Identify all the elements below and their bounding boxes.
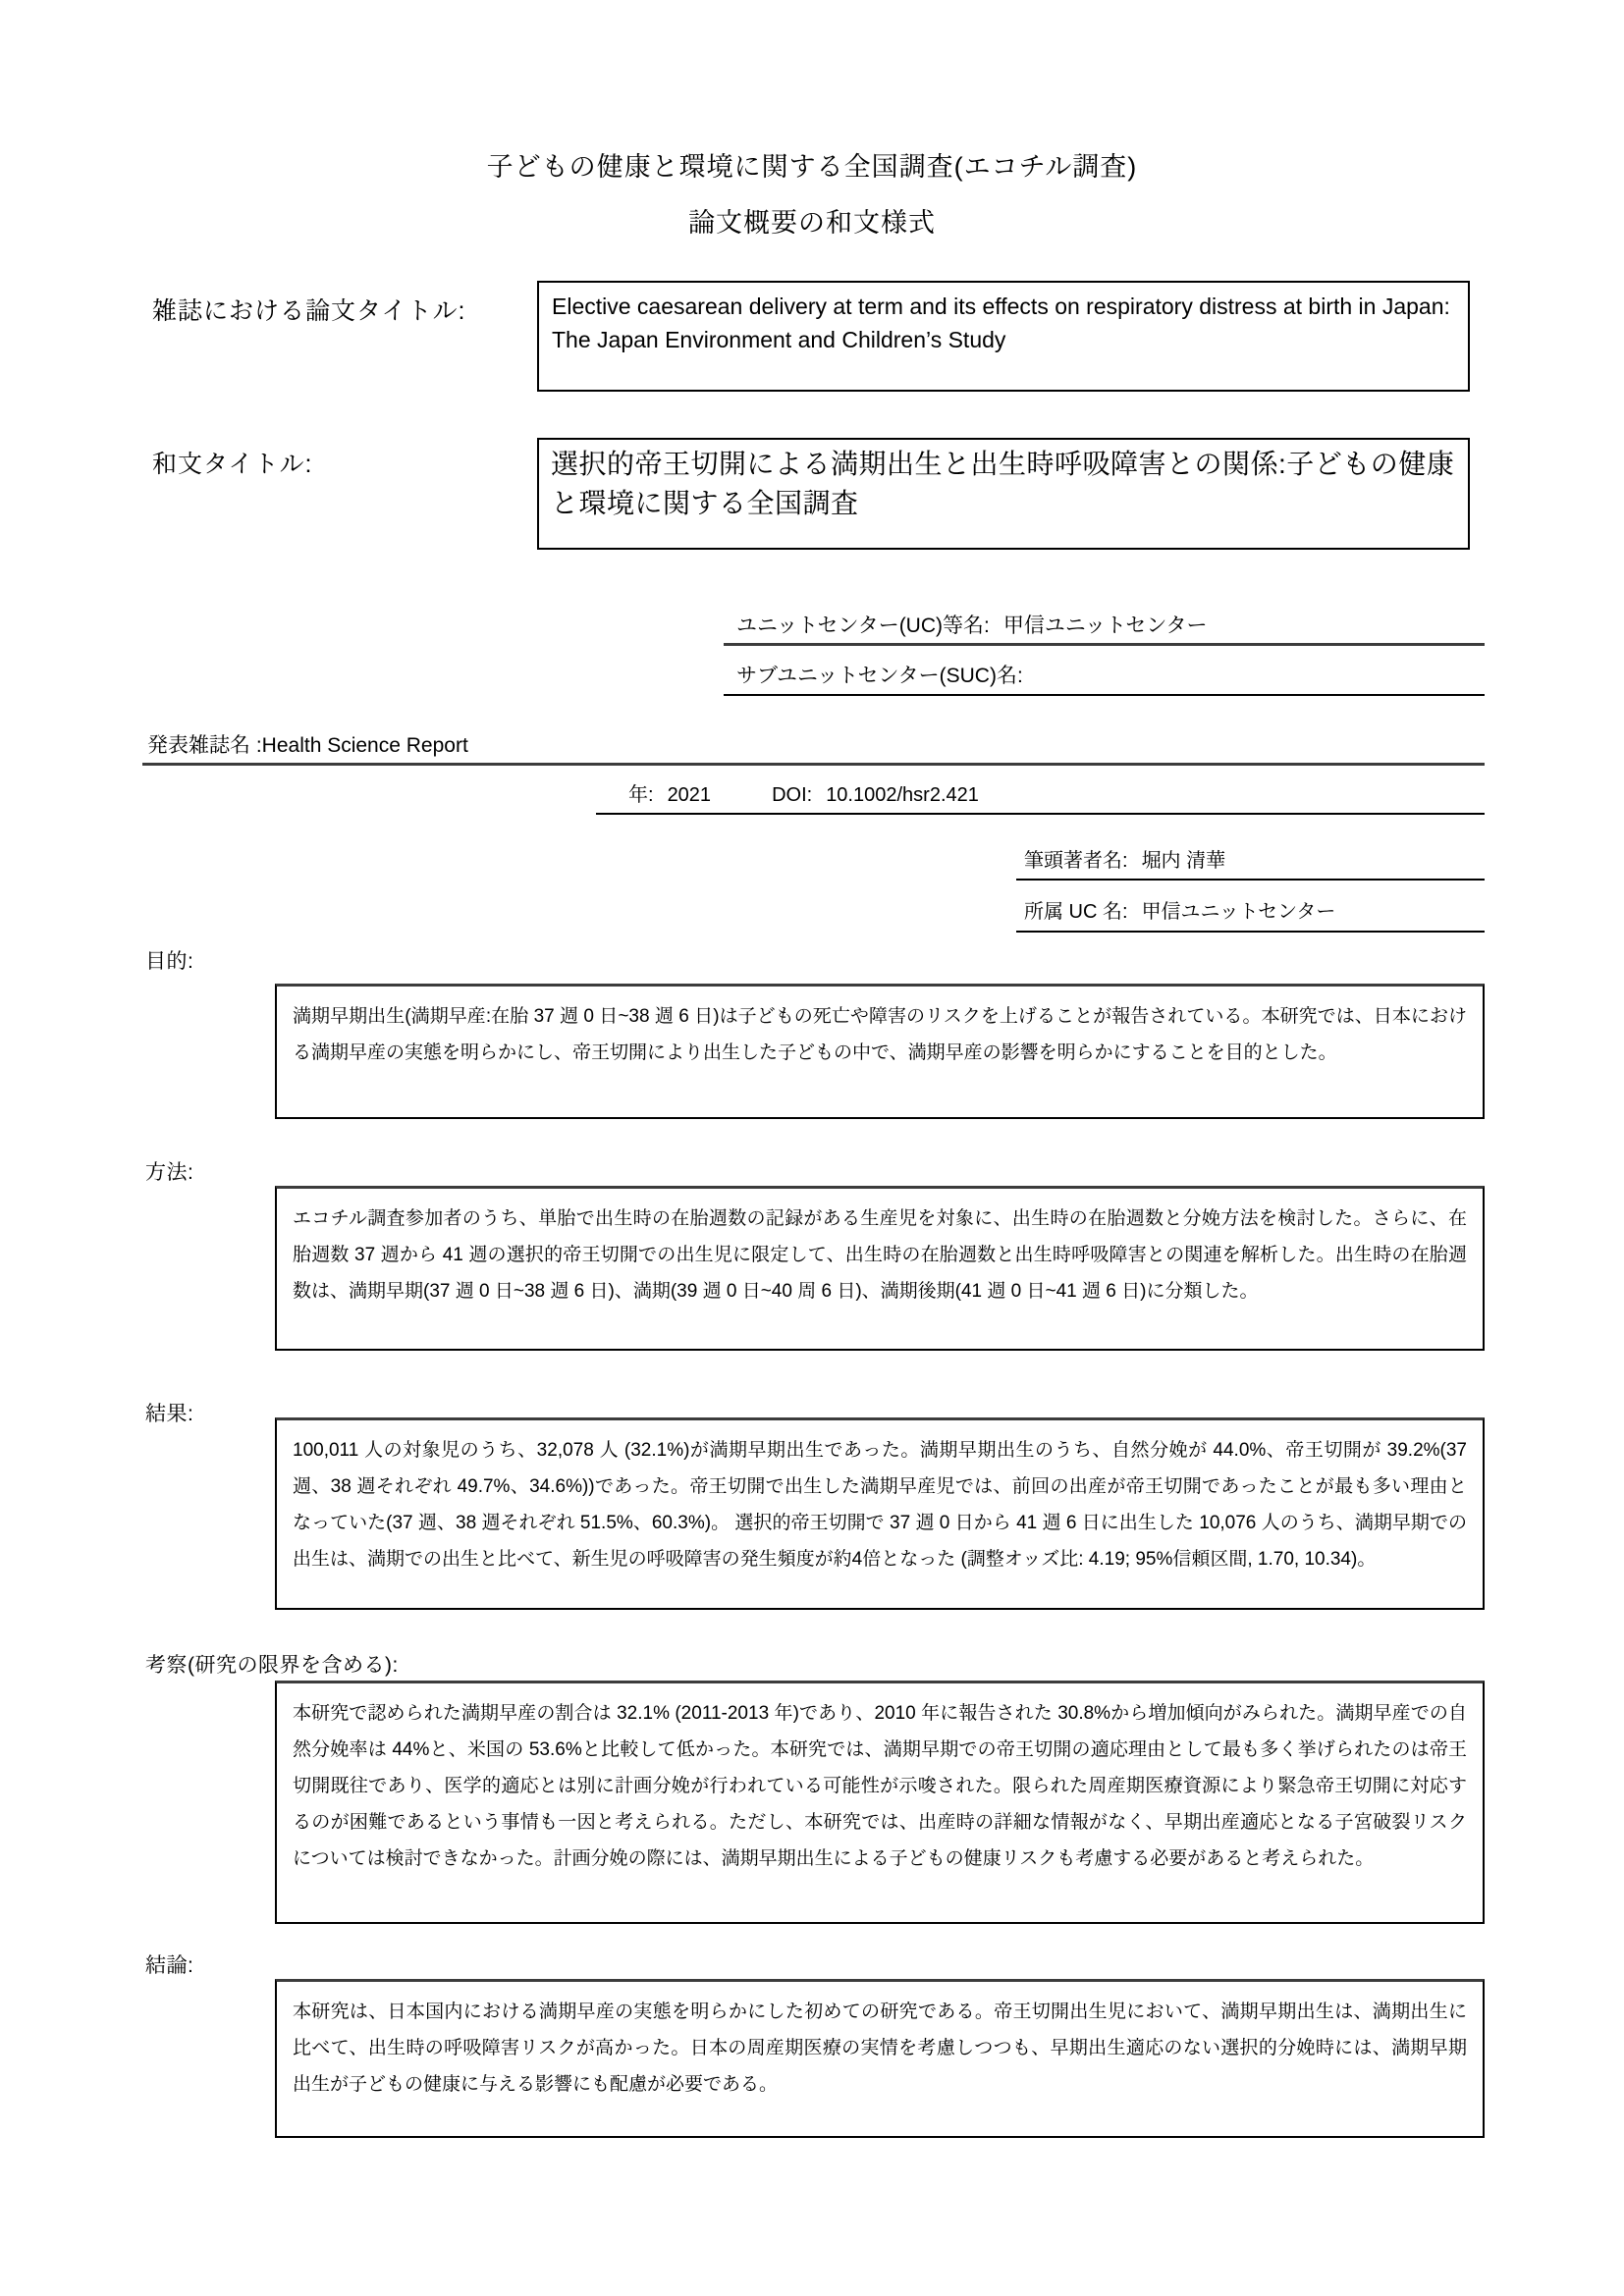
year-value: 2021 <box>667 784 712 806</box>
japanese-title-box <box>537 438 1470 550</box>
section-conclusion-box <box>275 1979 1485 2138</box>
doi-label: DOI: <box>772 784 813 806</box>
section-discussion-text: 本研究で認められた満期早産の割合は 32.1% (2011-2013 年)であり、2010 年に報告された 30.8%から増加傾向がみられた。満期早産での自然分娩率は 44%と、米国の 53.6%と比較して低かった。本研究では、満期早期での帝王切開の適応理由として最も多く挙げられたのは帝王切開既往であり、医学的適応とは別に計画分娩が行われている可能性が示唆された。限られた周産期医療資源により緊急帝王切開に対応するのが困難であるという事情も一因と考えられる。ただし、本研究では、出産時の詳細な情報がなく、早期出産適応となる子宮破裂リスクについては検討できなかった。計画分娩の際には、満期早期出生による子どもの健康リスクも考慮する必要があると考えられた。 <box>293 1703 1467 1869</box>
section-conclusion-text: 本研究は、日本国内における満期早産の実態を明らかにした初めての研究である。帝王切開出生児において、満期早期出生は、満期出生に比べて、出生時の呼吸障害リスクが高かった。日本の周産期医療の実情を考慮しつつも、早期出生適応のない選択的分娩時には、満期早期出生が子どもの健康に与える影響にも配慮が必要である。 <box>293 2002 1467 2095</box>
unit-center-row <box>724 609 1485 646</box>
section-purpose-text: 満期早期出生(満期早産:在胎 37 週 0 日~38 週 6 日)は子どもの死亡や障害のリスクを上げることが報告されている。本研究では、日本における満期早産の実態を明らかにし、帝王切開により出生した子どもの中で、満期早産の影響を明らかにすることを目的とした。 <box>293 1006 1467 1063</box>
section-result-box <box>275 1417 1485 1610</box>
page-title: 子どもの健康と環境に関する全国調査(エコチル調査) <box>486 152 1138 182</box>
subunit-center-label: サブユニットセンター(SUC)名: <box>736 665 1023 687</box>
first-author-label: 筆頭著者名: <box>1024 850 1128 872</box>
affiliation-value: 甲信ユニットセンター <box>1141 901 1336 923</box>
section-method-box <box>275 1186 1485 1351</box>
journal-name-value: Health Science Report <box>261 734 468 757</box>
unit-center-label: ユニットセンター(UC)等名: <box>736 614 990 637</box>
unit-center-value: 甲信ユニットセンター <box>1002 614 1208 637</box>
year-label: 年: <box>628 784 654 806</box>
section-result-label: 結果: <box>145 1403 194 1425</box>
section-conclusion-label: 結論: <box>145 1954 194 1977</box>
japanese-title-label: 和文タイトル: <box>152 451 313 478</box>
year-doi-row <box>596 777 1485 815</box>
affiliation-label: 所属 UC 名: <box>1024 901 1128 923</box>
japanese-title-text: 選択的帝王切開による満期出生と出生時呼吸障害との関係:子どもの健康と環境に関する全国調査 <box>551 449 1455 518</box>
journal-name-row <box>142 728 1485 766</box>
page-subtitle: 論文概要の和文様式 <box>688 208 936 238</box>
journal-name-label: 発表雑誌名 : <box>147 734 262 757</box>
section-method-label: 方法: <box>145 1161 194 1184</box>
first-author-value: 堀内 清華 <box>1141 850 1226 872</box>
section-result-text: 100,011 人の対象児のうち、32,078 人 (32.1%)が満期早期出生であった。満期早期出生のうち、自然分娩が 44.0%、帝王切開が 39.2%(37 週、38 週それぞれ 49.7%、34.6%))であった。帝王切開で出生した満期早産児では、前回の出産が帝王切開であったことが最も多い理由となっていた(37 週、38 週それぞれ 51.5%、60.3%)。 選択的帝王切開で 37 週 0 日から 41 週 6 日に出生した 10,076 人のうち、満期早期での出生は、満期での出生と比べて、新生児の呼吸障害の発生頻度が約4倍となった (調整オッズ比: 4.19; 95%信頼区間, 1.70, 10.34)。 <box>293 1440 1467 1570</box>
journal-title-text: Elective caesarean delivery at term and its effects on respiratory distress at birth in Japan: The Japan Environment and Children’s Study <box>552 294 1450 352</box>
section-method-text: エコチル調査参加者のうち、単胎で出生時の在胎週数の記録がある生産児を対象に、出生時の在胎週数と分娩方法を検討した。さらに、在胎週数 37 週から 41 週の選択的帝王切開での出生児に限定して、出生時の在胎週数と出生時呼吸障害との関連を解析した。出生時の在胎週数は、満期早期(37 週 0 日~38 週 6 日)、満期(39 週 0 日~40 周 6 日)、満期後期(41 週 0 日~41 週 6 日)に分類した。 <box>293 1208 1467 1302</box>
journal-title-label: 雑誌における論文タイトル: <box>152 297 466 325</box>
subunit-center-row <box>724 659 1485 696</box>
section-discussion-box <box>275 1681 1485 1924</box>
first-author-row <box>1016 844 1485 881</box>
section-purpose-box <box>275 984 1485 1119</box>
section-purpose-label: 目的: <box>145 950 194 973</box>
journal-title-box <box>537 281 1470 392</box>
doi-value: 10.1002/hsr2.421 <box>826 784 979 806</box>
affiliation-row <box>1016 894 1485 933</box>
section-discussion-label: 考察(研究の限界を含める): <box>145 1654 399 1677</box>
